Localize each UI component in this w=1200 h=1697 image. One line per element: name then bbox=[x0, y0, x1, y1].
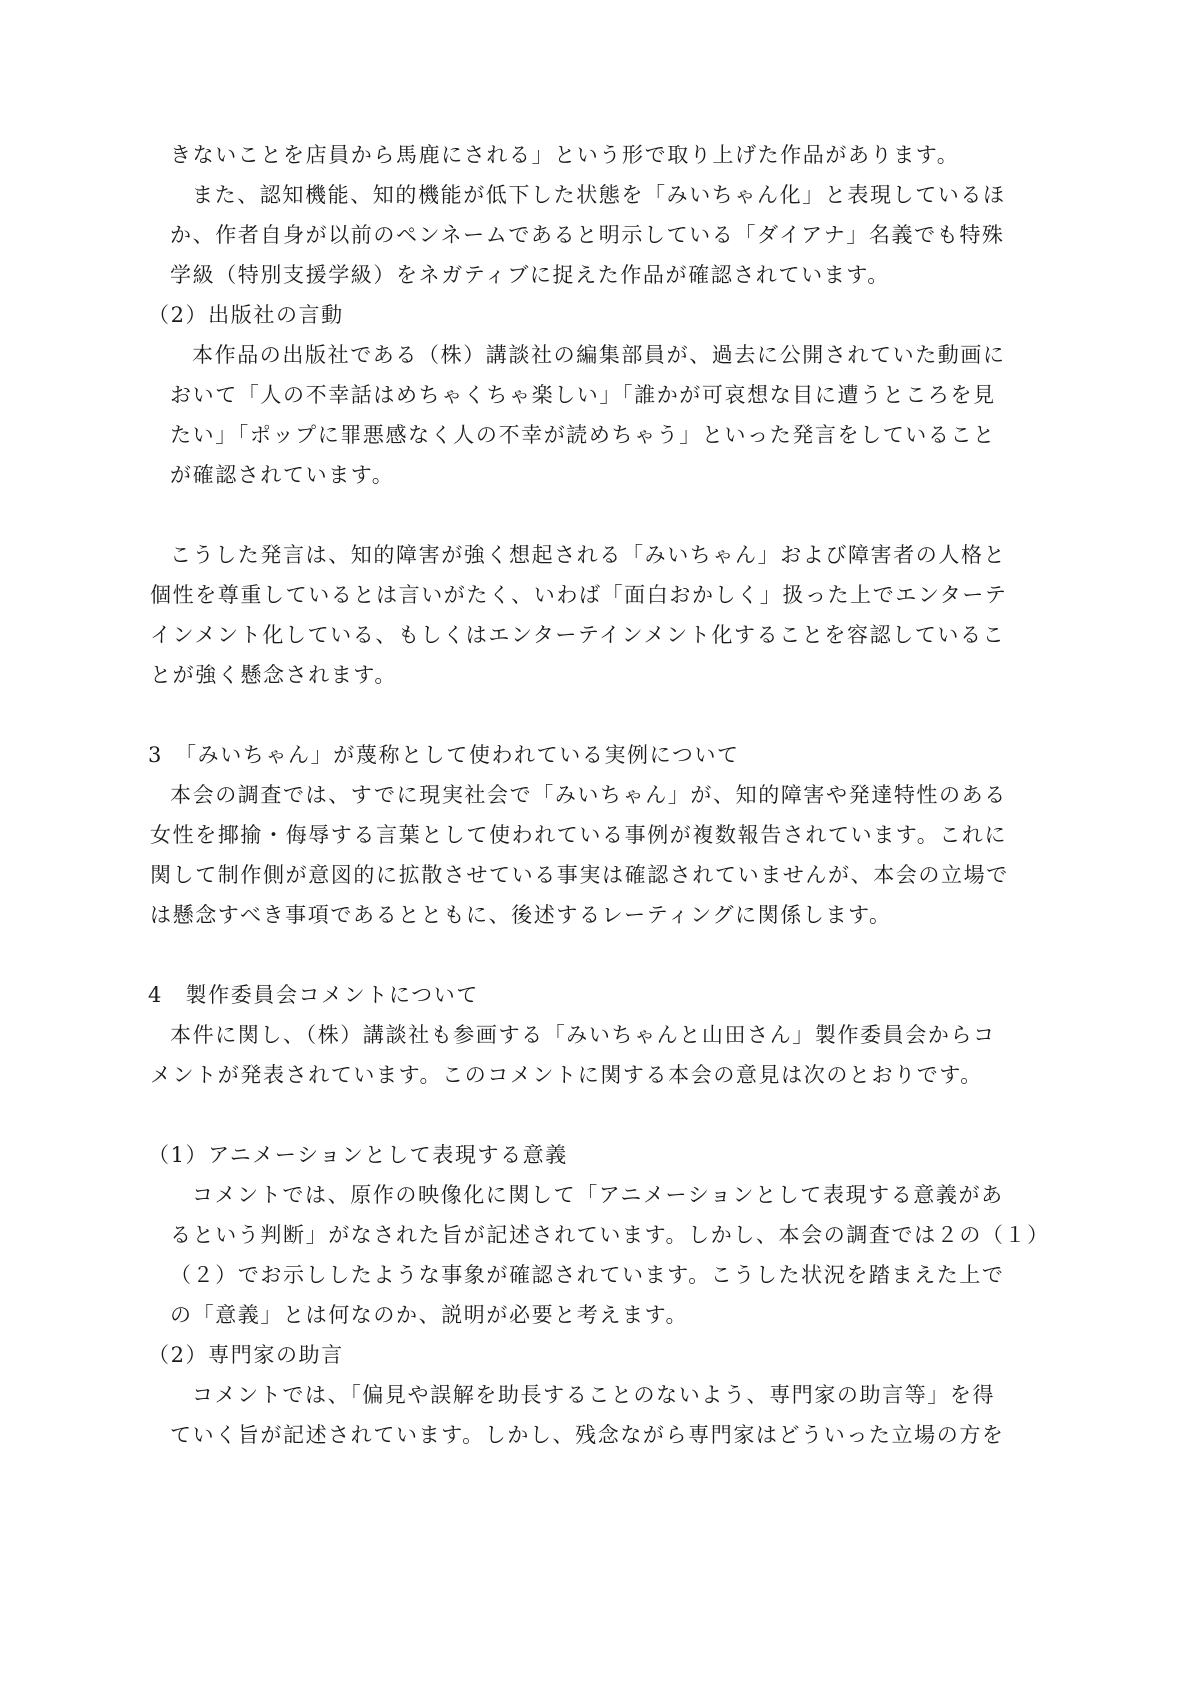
paragraph-line: るという判断」がなされた旨が記述されています。しかし、本会の調査では２の（１） bbox=[170, 1223, 1050, 1247]
paragraph-line: きないことを店員から馬鹿にされる」という形で取り上げた作品があります。 bbox=[170, 143, 960, 167]
subsection-heading: （1）アニメーションとして表現する意義 bbox=[148, 1143, 568, 1167]
paragraph-line: コメントでは、原作の映像化に関して「アニメーションとして表現する意義があ bbox=[192, 1183, 1004, 1207]
paragraph-line: 本件に関し、（株）講談社も参画する「みいちゃんと山田さん」製作委員会からコ bbox=[170, 1023, 996, 1047]
paragraph-line: ていく旨が記述されています。しかし、残念ながら専門家はどういった立場の方を bbox=[170, 1423, 1005, 1447]
paragraph-line: とが強く懸念されます。 bbox=[150, 663, 397, 687]
section-heading: 3 「みいちゃん」が蔑称として使われている実例について bbox=[148, 743, 740, 767]
paragraph-line: おいて「人の不幸話はめちゃくちゃ楽しい」「誰かが可哀想な目に遭うところを見 bbox=[170, 383, 996, 407]
paragraph-line: たい」「ポップに罪悪感なく人の不幸が読めちゃう」といった発言をしていること bbox=[170, 423, 996, 447]
paragraph-line: コメントでは、「偏見や誤解を助長することのないよう、専門家の助言等」を得 bbox=[192, 1383, 996, 1407]
paragraph-line: は懸念すべき事項であるとともに、後述するレーティングに関係します。 bbox=[150, 903, 892, 927]
paragraph-line: の「意義」とは何なのか、説明が必要と考えます。 bbox=[170, 1303, 689, 1327]
paragraph-line: 女性を揶揄・侮辱する言葉として使われている事例が複数報告されています。これに bbox=[150, 823, 1008, 847]
paragraph-line: 学級（特別支援学級）をネガティブに捉えた作品が確認されています。 bbox=[170, 263, 890, 287]
paragraph-line: が確認されています。 bbox=[170, 463, 395, 487]
paragraph-line: こうした発言は、知的障害が強く想起される「みいちゃん」および障害者の人格と bbox=[170, 543, 1007, 567]
paragraph-line: 本作品の出版社である（株）講談社の編集部員が、過去に公開されていた動画に bbox=[192, 343, 1006, 367]
paragraph-line: また、認知機能、知的機能が低下した状態を「みいちゃん化」と表現しているほ bbox=[192, 183, 1006, 207]
paragraph-line: 関して制作側が意図的に拡散させている事実は確認されていませんが、本会の立場で bbox=[150, 863, 1009, 887]
paragraph-line: 本会の調査では、すでに現実社会で「みいちゃん」が、知的障害や発達特性のある bbox=[170, 783, 1007, 807]
section-heading: 4 製作委員会コメントについて bbox=[148, 983, 479, 1007]
subsection-heading: （2）専門家の助言 bbox=[148, 1343, 344, 1367]
paragraph-line: か、作者自身が以前のペンネームであると明示している「ダイアナ」名義でも特殊 bbox=[170, 223, 1005, 247]
paragraph-line: 個性を尊重しているとは言いがたく、いわば「面白おかしく」扱った上でエンターテ bbox=[150, 583, 1008, 607]
paragraph-line: インメント化している、もしくはエンターテインメント化することを容認しているこ bbox=[150, 623, 1006, 647]
paragraph-line: （２）でお示ししたような事象が確認されています。こうした状況を踏まえた上で bbox=[170, 1263, 1005, 1287]
paragraph-line: メントが発表されています。このコメントに関する本会の意見は次のとおりです。 bbox=[150, 1063, 983, 1087]
section-heading: （2）出版社の言動 bbox=[148, 303, 344, 327]
